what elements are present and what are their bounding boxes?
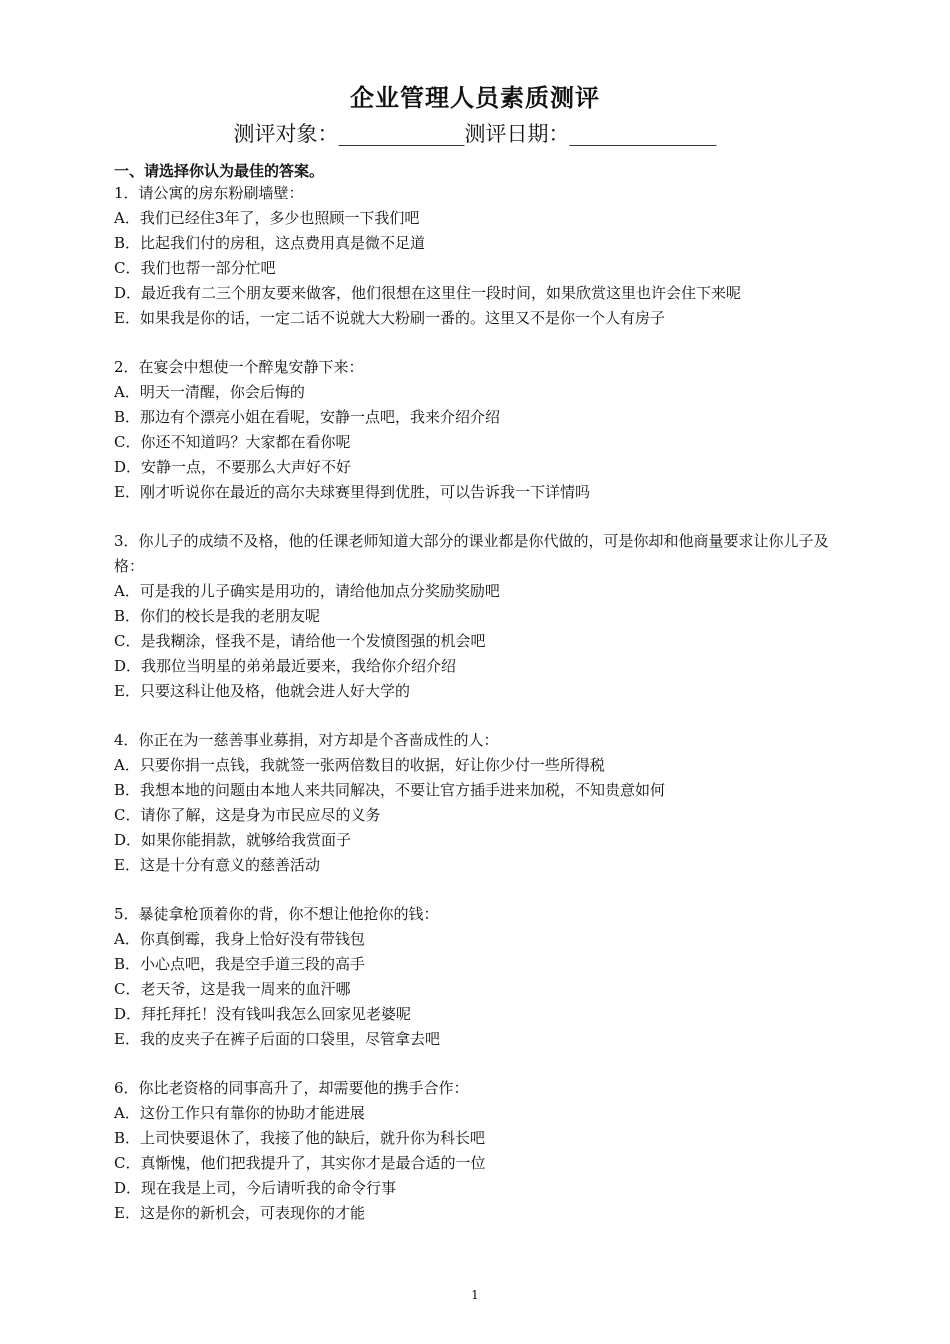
spacer — [114, 1052, 844, 1076]
answer-option: D．安静一点，不要那么大声好不好 — [114, 458, 352, 476]
question-stem: 1．请公寓的房东粉刷墙壁： — [114, 184, 304, 202]
question-stem: 4．你正在为一慈善事业募捐，对方却是个吝啬成性的人： — [114, 731, 499, 749]
answer-option: B．比起我们付的房租，这点费用真是微不足道 — [114, 234, 426, 252]
question-stem: 5．暴徒拿枪顶着你的背，你不想让他抢你的钱： — [114, 905, 439, 923]
question-block — [114, 181, 844, 331]
answer-option: E．只要这科让他及格，他就会进人好大学的 — [114, 682, 410, 700]
answer-option: C．老天爷，这是我一周来的血汗哪 — [114, 980, 351, 998]
question-stem: 6．你比老资格的同事高升了，却需要他的携手合作： — [114, 1079, 469, 1097]
answer-option: E．如果我是你的话，一定二话不说就大大粉刷一番的。这里又不是你一个人有房子 — [114, 309, 665, 327]
answer-option: A．这份工作只有靠你的协助才能进展 — [114, 1104, 365, 1122]
answer-option: E．这是十分有意义的慈善活动 — [114, 856, 320, 874]
answer-option: D．如果你能捐款，就够给我赏面子 — [114, 831, 352, 849]
answer-option: A．我们已经住3年了，多少也照顾一下我们吧 — [114, 209, 420, 227]
section-heading: 一、请选择你认为最佳的答案。 — [114, 162, 325, 180]
answer-option: B．那边有个漂亮小姐在看呢，安静一点吧，我来介绍介绍 — [114, 408, 501, 426]
answer-option: D．我那位当明星的弟弟最近要来，我给你介绍介绍 — [114, 657, 457, 675]
question-block — [114, 1076, 844, 1226]
question-block — [114, 529, 844, 704]
answer-option: D．拜托拜托！没有钱叫我怎么回家见老婆呢 — [114, 1005, 412, 1023]
answer-option: B．小心点吧，我是空手道三段的高手 — [114, 955, 366, 973]
spacer — [114, 704, 844, 728]
answer-option: C．是我糊涂，怪我不是，请给他一个发愤图强的机会吧 — [114, 632, 486, 650]
questions-list — [114, 181, 844, 1226]
question-stem: 2．在宴会中想使一个醉鬼安静下来： — [114, 358, 364, 376]
answer-option: B．我想本地的问题由本地人来共同解决，不要让官方插手进来加税，不知贵意如何 — [114, 781, 666, 799]
question-block — [114, 728, 844, 878]
page-subtitle: 测评对象：____________测评日期：______________ — [233, 122, 717, 146]
answer-option: E．这是你的新机会，可表现你的才能 — [114, 1204, 365, 1222]
answer-option: B．上司快要退休了，我接了他的缺后，就升你为科长吧 — [114, 1129, 486, 1147]
spacer — [114, 878, 844, 902]
spacer — [114, 505, 844, 529]
page-title: 企业管理人员素质测评 — [350, 83, 600, 112]
answer-option: C．你还不知道吗？大家都在看你呢 — [114, 433, 351, 451]
question-stem: 3．你儿子的成绩不及格，他的任课老师知道大部分的课业都是你代做的，可是你却和他商量要求让你儿子及格： — [114, 532, 829, 575]
page-number: 1 — [471, 1288, 479, 1302]
answer-option: D．最近我有二三个朋友要来做客，他们很想在这里住一段时间，如果欣赏这里也许会住下来呢 — [114, 284, 742, 302]
answer-option: E．我的皮夹子在裤子后面的口袋里，尽管拿去吧 — [114, 1030, 440, 1048]
answer-option: A．只要你捐一点钱，我就签一张两倍数目的收据，好让你少付一些所得税 — [114, 756, 605, 774]
answer-option: C．我们也帮一部分忙吧 — [114, 259, 276, 277]
answer-option: C．请你了解，这是身为市民应尽的义务 — [114, 806, 381, 824]
answer-option: A．明天一清醒，你会后悔的 — [114, 383, 305, 401]
answer-option: A．可是我的儿子确实是用功的，请给他加点分奖励奖励吧 — [114, 582, 500, 600]
answer-option: D．现在我是上司，今后请听我的命令行事 — [114, 1179, 397, 1197]
spacer — [114, 331, 844, 355]
answer-option: B．你们的校长是我的老朋友呢 — [114, 607, 321, 625]
answer-option: C．真惭愧，他们把我提升了，其实你才是最合适的一位 — [114, 1154, 486, 1172]
question-block — [114, 902, 844, 1052]
answer-option: E．刚才听说你在最近的高尔夫球赛里得到优胜，可以告诉我一下详情吗 — [114, 483, 590, 501]
question-block — [114, 355, 844, 505]
answer-option: A．你真倒霉，我身上恰好没有带钱包 — [114, 930, 365, 948]
